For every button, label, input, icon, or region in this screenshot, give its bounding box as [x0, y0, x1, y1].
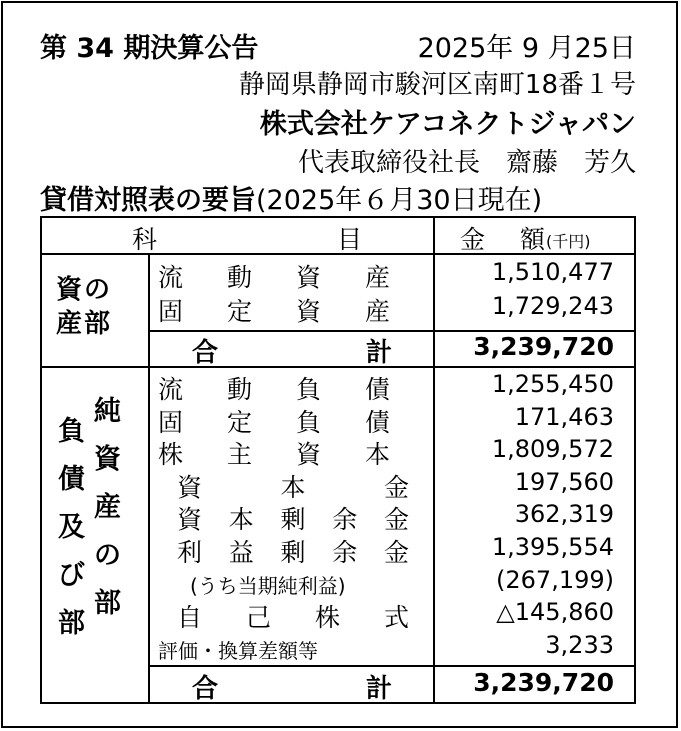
liability-row-value: 197,560 [514, 467, 614, 496]
label-char: 金 [383, 472, 409, 502]
fiscal-term: 第 34 期決算公告 [40, 33, 259, 64]
label-char: 剰 [280, 505, 306, 535]
representative-name: 代表取締役社長 齋藤 芳久 [297, 148, 636, 178]
section-label-char: び [58, 560, 85, 591]
label-char: 株 [314, 603, 340, 633]
label-char: 金 [383, 538, 409, 567]
asset-row-label [158, 258, 390, 294]
label-char: 資 [295, 263, 321, 292]
section-label-char: 純 [94, 396, 121, 427]
label-char: 産 [364, 263, 390, 292]
assets-total-value: 3,239,720 [473, 332, 614, 361]
section-label-char: 資 [94, 444, 121, 475]
label-char: 式 [383, 603, 409, 633]
company-address: 静岡県静岡市駿河区南町18番１号 [238, 70, 636, 100]
liability-row-label [158, 435, 390, 471]
balance-sheet-table [40, 216, 636, 704]
liability-row-label [177, 468, 409, 504]
label-char: 負 [295, 407, 321, 437]
amount-column-header: 金 額 [460, 225, 545, 254]
label-char: 本 [364, 440, 390, 470]
liabilities-total-divider [148, 665, 634, 667]
label-char: 余 [332, 505, 358, 535]
liability-row-label [177, 598, 409, 634]
label-char: 債 [364, 407, 390, 437]
label-char: 本 [228, 505, 254, 535]
section-label-char: 産 [94, 492, 121, 523]
liability-row-value: 171,463 [514, 402, 614, 431]
asset-row-label [158, 292, 390, 328]
assets-total-label: 合 計 [192, 338, 392, 368]
liability-row-value: 1,395,554 [491, 533, 614, 561]
label-char: 流 [158, 375, 184, 404]
notice-header-row [40, 26, 636, 65]
label-char: 剰 [280, 538, 306, 567]
label-char: 定 [226, 407, 252, 437]
net-assets-section-label [94, 388, 121, 628]
label-char: 債 [364, 375, 390, 404]
label-char: 動 [226, 375, 252, 404]
liability-row-label: 評価・換算差額等 [158, 638, 318, 663]
document-title [40, 178, 542, 217]
unit-label: (千円) [546, 232, 591, 251]
section-label-char: の [94, 540, 121, 571]
label-char: 流 [158, 263, 184, 292]
label-char: 資 [177, 505, 203, 535]
asset-row-value: 1,510,477 [491, 258, 614, 286]
subject-column-header: 科 目 [132, 225, 362, 254]
section-label-char: 及 [58, 512, 85, 543]
liability-row-value: 3,233 [545, 630, 614, 659]
liabilities-section-label [58, 408, 85, 648]
label-char: 資 [177, 472, 203, 502]
label-char: 本 [280, 472, 306, 502]
label-char: 固 [158, 297, 184, 326]
liability-row-value: 1,809,572 [491, 435, 614, 464]
label-char: 資 [295, 440, 321, 470]
label-char: 益 [228, 538, 254, 567]
label-char: 産 [364, 297, 390, 326]
section-label-char: 部 [58, 608, 85, 639]
liability-row-label [177, 500, 409, 536]
label-char: 主 [226, 440, 252, 470]
liability-row-label [177, 533, 409, 569]
amount-column-divider [433, 218, 435, 702]
label-char: 己 [245, 603, 271, 633]
label-char: 利 [177, 538, 203, 567]
label-char: 株 [158, 440, 184, 470]
section-label-char: 負 [58, 416, 85, 447]
asset-row-value: 1,729,243 [491, 292, 614, 320]
liability-row-value: 1,255,450 [491, 370, 614, 398]
label-char: 負 [295, 375, 321, 404]
label-char: 余 [332, 538, 358, 567]
assets-section-label: 資の 産部 [56, 275, 113, 339]
notice-date: 2025年 9 月25日 [417, 33, 636, 64]
label-char: 固 [158, 407, 184, 437]
liability-row-label [158, 370, 390, 406]
liabilities-total-label: 合 計 [192, 674, 392, 704]
liability-row-label [158, 403, 390, 439]
balance-sheet-date: (2025年６月30日現在) [256, 185, 543, 216]
category-column-divider [148, 253, 150, 702]
section-label-char: 部 [94, 588, 121, 619]
label-char: 自 [177, 603, 203, 633]
liability-row-value: △145,860 [496, 598, 614, 627]
label-char: 資 [295, 297, 321, 326]
label-char: 金 [383, 505, 409, 535]
company-name: 株式会社ケアコネクトジャパン [259, 109, 636, 140]
liability-row-value: 362,319 [514, 500, 614, 529]
balance-sheet-title: 貸借対照表の要旨 [40, 185, 256, 216]
liability-row-label: (うち当期純利益) [190, 573, 346, 598]
label-char: 動 [226, 263, 252, 292]
label-char: 定 [226, 297, 252, 326]
liability-row-value: (267,199) [496, 565, 614, 594]
liabilities-total-value: 3,239,720 [473, 668, 614, 697]
section-label-char: 債 [58, 464, 85, 495]
